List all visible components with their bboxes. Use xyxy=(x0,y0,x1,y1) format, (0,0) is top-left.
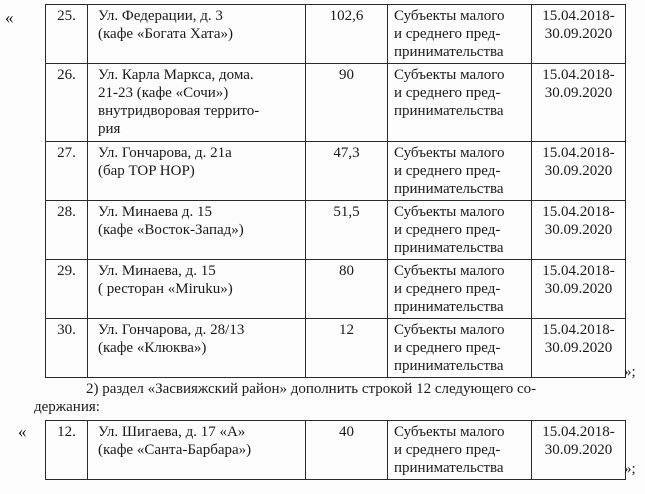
address-cell: Ул. Гончарова, д. 21а (бар TOP HOP) xyxy=(88,142,306,201)
paragraph xyxy=(34,380,634,416)
subjects-cell: Субъекты малого и среднего пред- принимательства xyxy=(388,421,532,480)
subjects-cell: Субъекты малого и среднего пред- принимательства xyxy=(388,319,532,378)
period-cell: 15.04.2018- 30.09.2020 xyxy=(532,201,626,260)
row-number: 25. xyxy=(46,5,88,64)
area-cell: 47,3 xyxy=(306,142,388,201)
subjects-cell: Субъекты малого и среднего пред- принимательства xyxy=(388,5,532,64)
row-number: 28. xyxy=(46,201,88,260)
area-cell: 12 xyxy=(306,319,388,378)
period-cell: 15.04.2018- 30.09.2020 xyxy=(532,421,626,480)
paragraph-line-1: 2) раздел «Засвияжский район» дополнить строкой 12 следующего со- xyxy=(86,381,537,397)
top-table xyxy=(45,4,626,378)
period-cell: 15.04.2018- 30.09.2020 xyxy=(532,142,626,201)
address-cell: Ул. Шигаева, д. 17 «А» (кафе «Санта-Барбара») xyxy=(88,421,306,480)
opening-quote-top: « xyxy=(5,8,14,27)
period-cell: 15.04.2018- 30.09.2020 xyxy=(532,64,626,142)
subjects-cell: Субъекты малого и среднего пред- принимательства xyxy=(388,64,532,142)
closing-quote-bottom: »; xyxy=(624,461,636,477)
address-cell: Ул. Минаева д. 15 (кафе «Восток-Запад») xyxy=(88,201,306,260)
row-number: 12. xyxy=(46,421,88,480)
address-cell: Ул. Гончарова, д. 28/13 (кафе «Клюква») xyxy=(88,319,306,378)
period-cell: 15.04.2018- 30.09.2020 xyxy=(532,319,626,378)
area-cell: 51,5 xyxy=(306,201,388,260)
area-cell: 102,6 xyxy=(306,5,388,64)
row-number: 27. xyxy=(46,142,88,201)
subjects-cell: Субъекты малого и среднего пред- принимательства xyxy=(388,142,532,201)
row-number: 26. xyxy=(46,64,88,142)
period-cell: 15.04.2018- 30.09.2020 xyxy=(532,260,626,319)
bottom-table xyxy=(45,420,626,480)
row-number: 29. xyxy=(46,260,88,319)
table-row xyxy=(46,201,626,260)
table-row xyxy=(46,421,626,480)
opening-quote-bottom: « xyxy=(18,422,27,441)
area-cell: 90 xyxy=(306,64,388,142)
table-row xyxy=(46,64,626,142)
row-number: 30. xyxy=(46,319,88,378)
table-row xyxy=(46,5,626,64)
address-cell: Ул. Карла Маркса, дома. 21-23 (кафе «Сочи») внутридворовая террито- рия xyxy=(88,64,306,142)
period-cell: 15.04.2018- 30.09.2020 xyxy=(532,5,626,64)
address-cell: Ул. Федерации, д. 3 (кафе «Богата Хата») xyxy=(88,5,306,64)
table-row xyxy=(46,260,626,319)
table-row xyxy=(46,319,626,378)
area-cell: 40 xyxy=(306,421,388,480)
paragraph-line-2: держания: xyxy=(34,399,100,415)
area-cell: 80 xyxy=(306,260,388,319)
table-row xyxy=(46,142,626,201)
closing-quote-top: »; xyxy=(624,364,636,380)
address-cell: Ул. Минаева, д. 15 ( ресторан «Miruku») xyxy=(88,260,306,319)
subjects-cell: Субъекты малого и среднего пред- принимательства xyxy=(388,201,532,260)
subjects-cell: Субъекты малого и среднего пред- принимательства xyxy=(388,260,532,319)
